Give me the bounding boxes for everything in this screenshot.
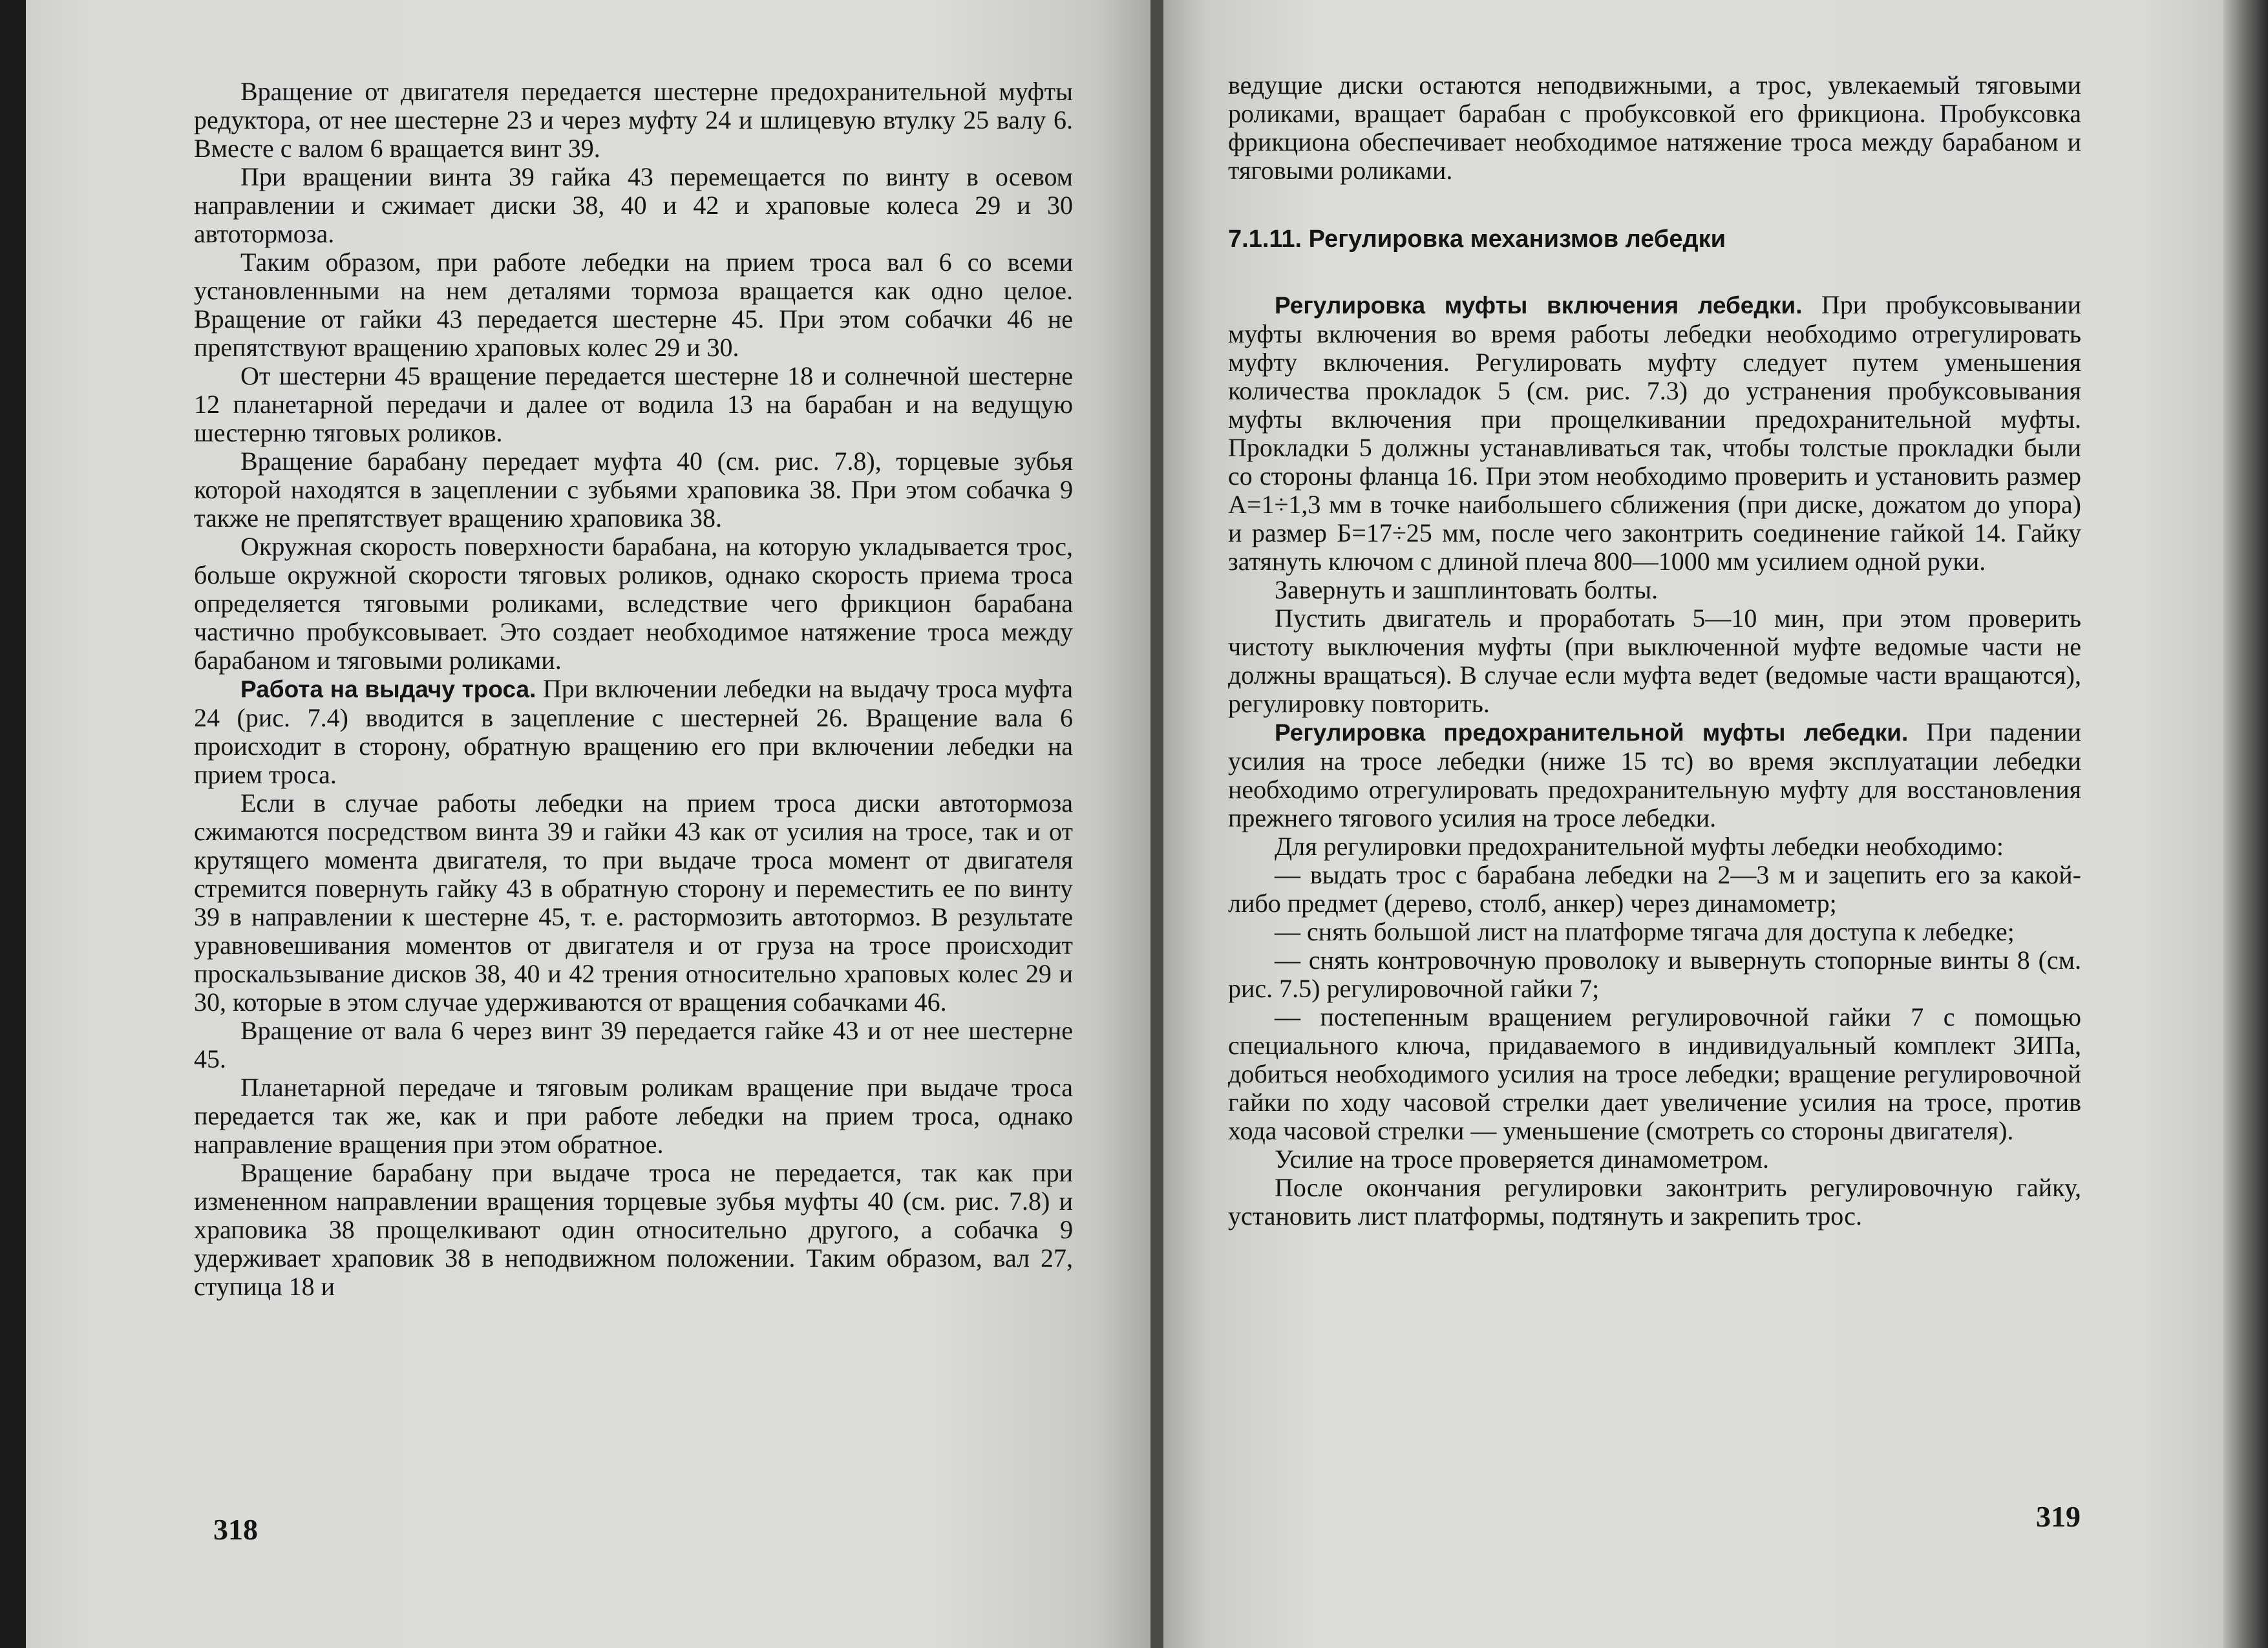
list-item: — выдать трос с барабана лебедки на 2—3 м и зацепить его за какой-либо предмет (дерево, столб, анкер) через динамометр; [1228,860,2081,918]
paragraph: Пустить двигатель и проработать 5—10 мин, при этом проверить чистоту выключения муфты (при выключенной муфте ведомые части не должны вращаться). В случае если муфта ведет (ведомые части вращаются), регулировку повторить. [1228,604,2081,718]
paragraph: ведущие диски остаются неподвижными, а трос, увлекаемый тяговыми роликами, вращает барабан с пробуксовкой его фрикциона. Пробуксовка фрикциона обеспечивает необходимое натяжение троса между барабаном и тяговыми роликами. [1228,70,2081,185]
section-heading: 7.1.11. Регулировка механизмов лебедки [1228,226,1726,253]
paragraph: Таким образом, при работе лебедки на прием троса вал 6 со всеми установленными на нем деталями тормоза вращается как одно целое. Вращение от гайки 43 передается шестерне 45. При этом собачки 46 не препятствуют вращению храповых колес 29 и 30. [194,248,1073,362]
runin-heading: Регулировка предохранительной муфты лебедки. [1275,719,1909,746]
paragraph: Планетарной передаче и тяговым роликам вращение при выдаче троса передается так же, как и при работе лебедки на прием троса, однако направление вращения при этом обратное. [194,1073,1073,1159]
paragraph: После окончания регулировки законтрить регулировочную гайку, установить лист платформы, подтянуть и закрепить трос. [1228,1173,2081,1231]
book-gutter [1150,0,1163,1648]
paragraph: Завернуть и зашплинтовать болты. [1275,575,1659,604]
left-page-text [194,78,1073,1301]
right-page-text [1228,71,2081,1231]
paragraph: Вращение от двигателя передается шестерне предохранительной муфты редуктора, от нее шестерне 23 и через муфту 24 и шлицевую втулку 25 валу 6. Вместе с валом 6 вращается винт 39. [194,77,1073,163]
paragraph: При вращении винта 39 гайка 43 перемещается по винту в осевом направлении и сжимает диски 38, 40 и 42 и храповые колеса 29 и 30 автотормоза. [194,162,1073,248]
runin-heading: Работа на выдачу троса. [240,676,536,703]
paragraph: Для регулировки предохранительной муфты лебедки необходимо: [1275,832,2004,861]
paragraph-body: При пробуксовывании муфты включения во время работы лебедки необходимо отрегулировать муфту включения. Регулировать муфту следует путем уменьшения количества прокладок 5 (см. рис. 7.3) до устранения пробуксовывания муфты включения при прощелкивании предохранительной муфты. Прокладки 5 должны устанавливаться так, чтобы толстые прокладки были со стороны фланца 16. При этом необходимо проверить и установить размер А=1÷1,3 мм в точке наибольшего сближения (при диске, дожатом до упора) и размер Б=17÷25 мм, после чего законтрить соединение гайкой 14. Гайку затянуть ключом с длиной плеча 800—1000 мм усилием одной руки. [1228,290,2082,576]
paragraph-work-output [194,675,1073,789]
paragraph: Вращение барабану при выдаче троса не передается, так как при измененном направлении вращения торцевые зубья муфты 40 (см. рис. 7.8) и храповика 38 прощелкивают один относительно другого, а собачка 9 удерживает храповик 38 в неподвижном положении. Таким образом, вал 27, ступица 18 и [194,1158,1073,1301]
paragraph-clutch [1228,291,2081,576]
page-number-right: 319 [2036,1500,2081,1533]
paragraph: Окружная скорость поверхности барабана, на которую укладывается трос, больше окружной скорости тяговых роликов, однако скорость приема троса определяется тяговыми роликами, вследствие чего фрикцион барабана частично пробуксовывает. Это создает необходимое натяжение троса между барабаном и тяговыми роликами. [194,532,1073,675]
paragraph: От шестерни 45 вращение передается шестерне 18 и солнечной шестерне 12 планетарной передачи и далее от водила 13 на барабан и на ведущую шестерню тяговых роликов. [194,361,1073,447]
paragraph: Если в случае работы лебедки на прием троса диски автотормоза сжимаются посредством винта 39 и гайки 43 как от усилия на тросе, так и от крутящего момента двигателя, то при выдаче троса момент от двигателя стремится повернуть гайку 43 в обратную сторону и переместить ее по винту 39 в направлении к шестерне 45, т. е. растормозить автотормоз. В результате уравновешивания моментов от двигателя и от груза на тросе происходит проскальзывание дисков 38, 40 и 42 трения относительно храповых колес 29 и 30, которые в этом случае удерживаются от вращения собачками 46. [194,788,1073,1017]
paragraph-body: При падении усилия на тросе лебедки (ниже 15 тс) во время эксплуатации лебедки необходимо отрегулировать предохранительную муфту для восстановления прежнего тягового усилия на тросе лебедки. [1228,717,2081,832]
paragraph: Вращение от вала 6 через винт 39 передается гайке 43 и от нее шестерне 45. [194,1016,1073,1073]
list-item: — постепенным вращением регулировочной гайки 7 с помощью специального ключа, придаваемого в индивидуальный комплект ЗИПа, добиться необходимого усилия на тросе лебедки; вращение регулировочной гайки по ходу часовой стрелки дает увеличение усилия на тросе, против хода часовой стрелки — уменьшение (смотреть со стороны двигателя). [1228,1002,2081,1145]
paragraph-body: При включении лебедки на выдачу троса муфта 24 (рис. 7.4) вводится в зацепление с шестерней 26. Вращение вала 6 происходит в сторону, обратную вращению его при включении лебедки на прием троса. [194,674,1073,789]
list-item: — снять большой лист на платформе тягача для доступа к лебедке; [1275,917,2015,946]
paragraph: Вращение барабану передает муфта 40 (см. рис. 7.8), торцевые зубья которой находятся в зацеплении с зубьями храповика 38. При этом собачка 9 также не препятствует вращению храповика 38. [194,447,1073,533]
list-item: — снять контровочную проволоку и вывернуть стопорные винты 8 (см. рис. 7.5) регулировочной гайки 7; [1228,945,2081,1003]
paragraph-safety [1228,718,2081,832]
page-edge [2223,0,2268,1648]
runin-heading: Регулировка муфты включения лебедки. [1275,292,1803,319]
paragraph: Усилие на тросе проверяется динамометром. [1275,1145,1770,1174]
page-number-left: 318 [213,1513,258,1546]
